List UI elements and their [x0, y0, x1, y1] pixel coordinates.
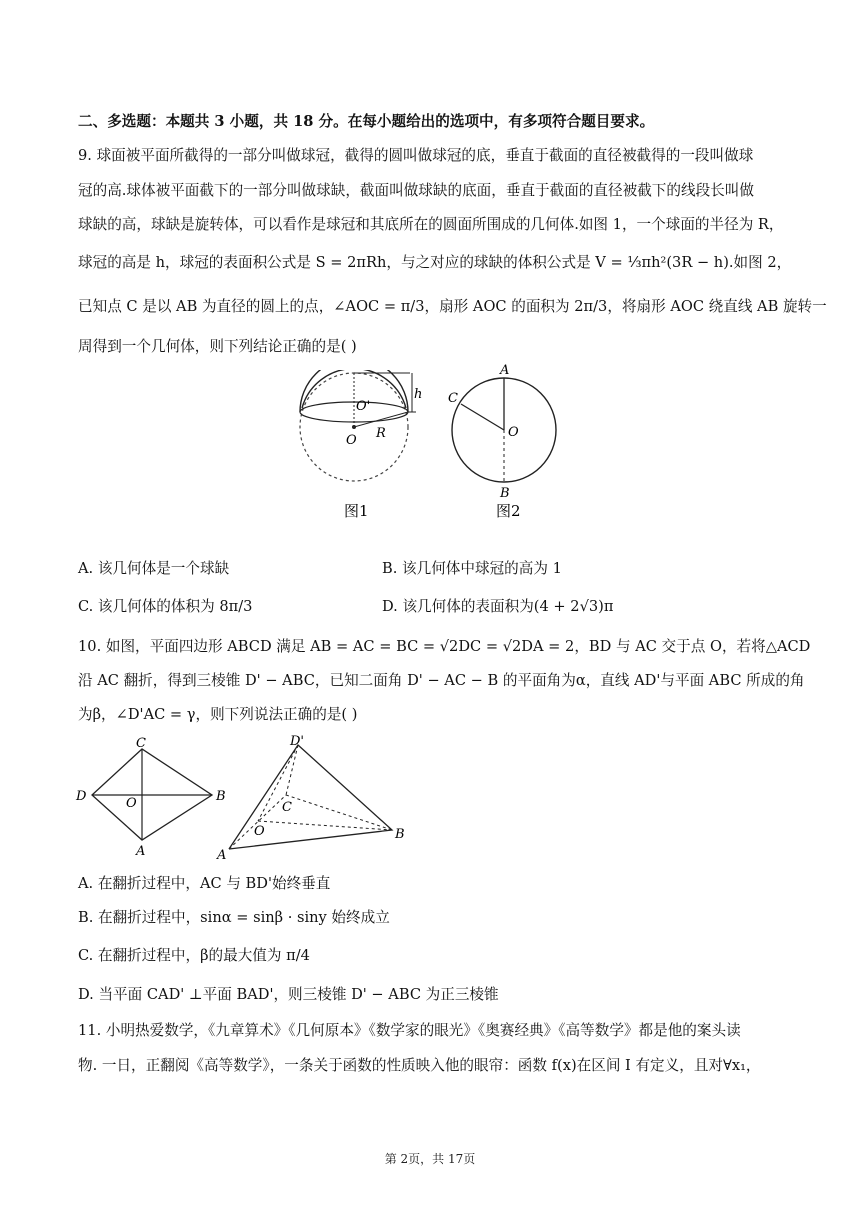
q10-option-c: C. 在翻折过程中，β的最大值为 π/4 [78, 947, 310, 964]
fig2-caption: 图2 [496, 502, 521, 520]
q9-line-2: 冠的高.球体被平面截下的一部分叫做球缺，截面叫做球缺的底面，垂直于截面的直径被截下的线段长叫做 [78, 182, 754, 199]
label-b: B [395, 827, 405, 842]
label-d: D [76, 789, 87, 804]
section-header: 二、多选题：本题共 3 小题，共 18 分。在每小题给出的选项中，有多项符合题目要求。 [78, 113, 655, 130]
q9-line-3: 球缺的高，球缺是旋转体，可以看作是球冠和其底所在的圆面所围成的几何体.如图 1，一个球面的半径为 R， [78, 216, 784, 233]
q10-line-2: 沿 AC 翻折，得到三棱锥 D' − ABC，已知二面角 D' − AC − B 的平面角为α，直线 AD'与平面 ABC 所成的角 [78, 672, 805, 689]
label-o: O [254, 824, 265, 839]
label-d-prime: D' [290, 734, 304, 749]
label-o-prime: O' [356, 399, 371, 414]
label-o: O [346, 433, 357, 448]
label-c: C [136, 736, 146, 751]
q10-option-a: A. 在翻折过程中，AC 与 BD'始终垂直 [78, 875, 331, 892]
q10-line-1: 10. 如图，平面四边形 ABCD 满足 AB = AC = BC = √2DC = √2DA = 2，BD 与 AC 交于点 O，若将△ACD [78, 638, 811, 655]
label-b: B [216, 789, 226, 804]
label-r: R [376, 426, 386, 441]
q10-figure-planar [74, 735, 234, 860]
label-o: O [126, 796, 137, 811]
q11-line-1: 11. 小明热爱数学，《九章算术》《几何原本》《数学家的眼光》《奥赛经典》《高等数学》都是他的案头读 [78, 1022, 741, 1039]
q10-option-b: B. 在翻折过程中，sinα = sinβ · siny 始终成立 [78, 909, 390, 926]
label-b: B [500, 486, 510, 501]
q9-option-a: A. 该几何体是一个球缺 [78, 560, 230, 577]
q9-option-d: D. 该几何体的表面积为(4 + 2√3)π [382, 598, 614, 615]
q9-option-b: B. 该几何体中球冠的高为 1 [382, 560, 562, 577]
fig1-caption: 图1 [344, 502, 369, 520]
q11-line-2: 物. 一日，正翻阅《高等数学》，一条关于函数的性质映入他的眼帘：函数 f(x)在区间 I 有定义，且对∀x₁， [78, 1057, 761, 1074]
q9-option-c: C. 该几何体的体积为 8π/3 [78, 598, 253, 615]
page-footer: 第 2页，共 17页 [384, 1152, 476, 1166]
q9-figure-1 [292, 370, 432, 530]
q10-line-3: 为β，∠D'AC = γ，则下列说法正确的是( ) [78, 706, 358, 723]
q9-figure-2 [440, 360, 570, 530]
center-point [352, 425, 356, 429]
edge-cb [286, 795, 392, 830]
label-a: A [217, 848, 227, 863]
q9-line-4: 球冠的高是 h，球冠的表面积公式是 S = 2πRh，与之对应的球缺的体积公式是 V = ⅓πh²(3R − h).如图 2， [78, 254, 792, 271]
q10-figure-pyramid [212, 733, 412, 863]
oc-line [461, 404, 504, 430]
label-h: h [414, 387, 423, 402]
edge-ob [258, 821, 392, 830]
label-c: C [448, 391, 458, 406]
q9-line-6: 周得到一个几何体，则下列结论正确的是( ) [78, 338, 357, 355]
label-c: C [282, 800, 292, 815]
edge-dc [286, 745, 298, 795]
label-o: O [508, 425, 519, 440]
q9-line-5: 已知点 C 是以 AB 为直径的圆上的点，∠AOC = π/3，扇形 AOC 的面积为 2π/3，将扇形 AOC 绕直线 AB 旋转一 [78, 298, 827, 315]
radius-line [354, 412, 408, 427]
q10-option-d: D. 当平面 CAD' ⊥平面 BAD'，则三棱锥 D' − ABC 为正三棱锥 [78, 986, 499, 1003]
label-a: A [136, 844, 146, 859]
label-a: A [500, 363, 510, 378]
edge-do [258, 745, 298, 821]
q9-line-1: 9. 球面被平面所截得的一部分叫做球冠，截得的圆叫做球冠的底，垂直于截面的直径被截得的一段叫做球 [78, 147, 754, 164]
